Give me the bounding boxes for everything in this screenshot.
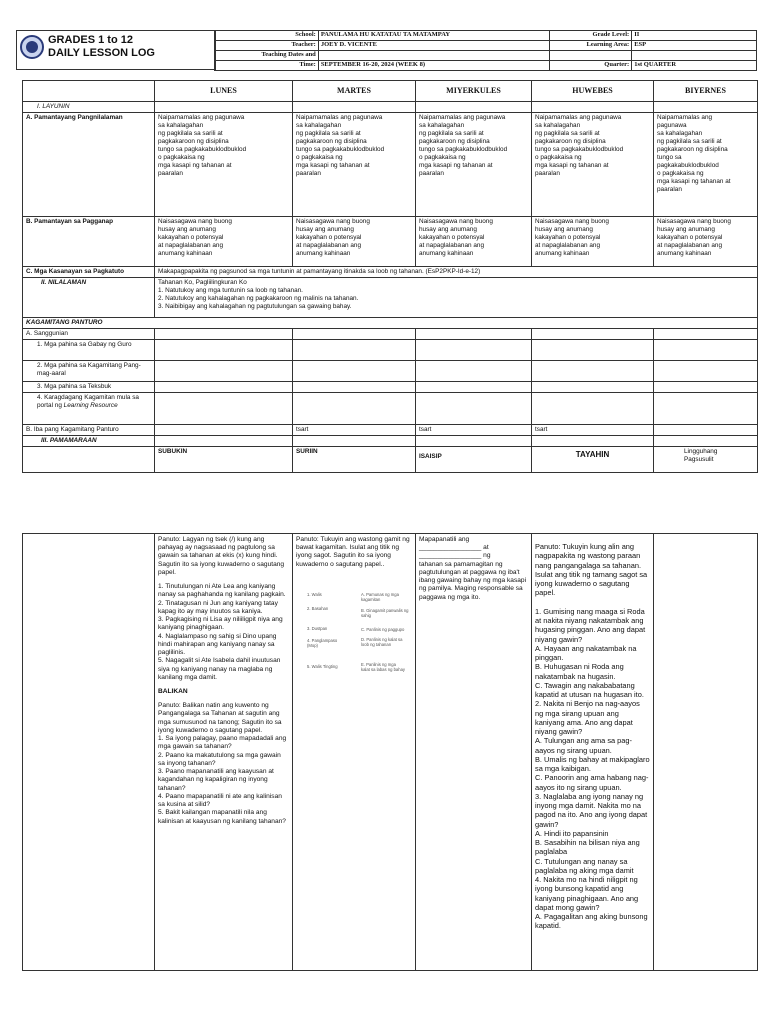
kasanayan-text: Makapagpapakita ng pagsunod sa mga tuntunin at pamantayang itinakda sa loob ng tahanan. (EsP2PKP-Id-e-12) <box>155 267 758 278</box>
time-label: Time: <box>215 61 319 71</box>
pagganap-label: B. Pamantayan sa Pagganap <box>23 217 155 267</box>
dates-label: Teaching Dates and <box>215 51 319 61</box>
quarter-label: Quarter: <box>550 61 632 71</box>
iba-pang-label: B. Iba pang Kagamitang Panturo <box>23 425 155 436</box>
day-header-miyerkules: MIYERKULES <box>416 81 532 102</box>
teacher-label: Teacher: <box>215 41 319 51</box>
pangnilalaman-biyernes: Naipamamalas ang pagunawa sa kahalagahan ng pagkilala sa sarili at pagkakaroon ng disiplina tungo sa pagkakabuklodbuklod o pagkakaisa ng mga kasapi ng tahanan at paaralan <box>654 113 758 217</box>
school-label: School: <box>215 31 319 41</box>
match-left-3: 3. Dustpan <box>307 626 328 631</box>
grade-label: Grade Level: <box>550 31 632 41</box>
lesson-log-table <box>22 80 758 473</box>
title-dll: DAILY LESSON LOG <box>48 47 155 59</box>
day-header-biyernes: BIYERNES <box>654 81 758 102</box>
quarter-value: 1st QUARTER <box>632 61 757 71</box>
quarter-empty-top <box>550 51 632 61</box>
lunes-items: 1. Tinutulungan ni Ate Lea ang kaniyang nanay sa paghahanda ng kanilang pagkain. 2. Tinatagusan ni Jun ang kaniyang tatay kapag ito ay may inuutos sa kaniya. 3. Pagkagising ni Lisa ay niliiligpit niya ang kaniyang pinaghigaan. 4. Naglalampaso ng sahig si Dino upang hindi mahirapan ang kaniyang nanay sa paglilinis. 5. Nagagalit si Ate Isabela dahil inuutusan siya ng kaniyang nanay na maglaba ng kanilang mga damit. <box>158 583 286 681</box>
school-value: PANULAMA HU KATATAU TA MATAMPAY <box>318 31 550 41</box>
day-header-martes: MARTES <box>293 81 416 102</box>
pangnilalaman-miyerkules: Naipamamalas ang pagunawa sa kahalagahan ng pagkilala sa sarili at pagkakaroon ng disiplina tungo sa pagkakabuklodbuklod o pagkakaisa ng mga kasapi ng tahanan at paaralan <box>416 113 532 217</box>
pagganap-martes: Naisasagawa nang buong husay ang anumang kakayahan o potensyal at napaglalabanan ang anumang kahinaan <box>293 217 416 267</box>
pangnilalaman-martes: Naipamamalas ang pagunawa sa kahalagahan ng pagkilala sa sarili at pagkakaroon ng disiplina tungo sa pagkakabuklodbuklod o pagkakaisa ng mga kasapi ng tahanan at paaralan <box>293 113 416 217</box>
match-left-2: 2. Basahan <box>307 606 329 611</box>
procedure-biyernes <box>654 534 758 971</box>
tayahin-text: Panuto: Tukuyin kung alin ang nagpapakita ng wastong paraan nang pangangalaga sa tahanan. Isulat ang titik ng tamang sagot sa iyong kuwaderno o sagutang papel. 1. Gumising nang maaga si Roda at nakita niyang nakatambak ang hugasing pinggan. Ano ang dapat niyang gawin? A. Hayaan ang nakatambak na pinggan. B. Huhugasan ni Roda ang nakatambak na hugasin. C. Tawagin ang nakababatang kapatid at utusan na hugasan ito. 2. Nakita ni Benjo na nag-aayos ng mga sirang upuan ang kaniyang ama. Ano ang dapat niyang gawin? A. Tulungan ang ama sa pag-aayos ng sirang upuan. B. Umalis ng bahay at makipaglaro sa mga kaibigan. C. Panoorin ang ama habang nag-aayos ito ng sirang upuan. 3. Naglalaba ang iyong nanay ng inyong mga damit. Nakita mo na pagod na ito. Ano ang iyong dapat gawin? A. Hindi ito papansinin B. Sasabihin na bilisan niya ang paglalaba C. Tutulungan ang nanay sa paglalaba ng aking mga damit 4. Nakita mo na hindi niligpit ng iyong bunsong kapatid ang kaniyang pinaghigaan. Ano ang dapat mong gawin? A. Pagagalitan ang aking bunsong kapatid. <box>535 542 650 931</box>
corner-cell <box>23 81 155 102</box>
procedure-huwebes <box>532 534 654 971</box>
match-left-5: 5. Walis Tingting <box>307 664 338 669</box>
procedure-table <box>22 533 758 971</box>
match-right-b: B. Ginagamit panwalis ng sahig <box>361 608 409 619</box>
tsart-miyerkules: tsart <box>416 425 532 436</box>
karagdagang-label: 4. Karagdagang Kagamitan mula sa portal ng Learning Resource <box>23 393 155 425</box>
pangnilalaman-label: A. Pamantayang Pangnilalaman <box>23 113 155 217</box>
teksbuk-label: 3. Mga pahina sa Teksbuk <box>23 382 155 393</box>
kagamitang-pang-label: 2. Mga pahina sa Kagamitang Pang-mag-aaral <box>23 361 155 382</box>
pangnilalaman-lunes: Naipamamalas ang pagunawa sa kahalagahan ng pagkilala sa sarili at pagkakaroon ng disiplina tungo sa pagkakabuklodbuklod o pagkakaisa ng mga kasapi ng tahanan at paaralan <box>155 113 293 217</box>
match-left-4: 4. Panglampaso (Mop) <box>307 638 338 649</box>
pamamaraan-label: III. PAMAMARAAN <box>23 436 155 447</box>
isaisip-text: Mapapanatili ang _________________ at _________________ ng tahanan sa pamamagitan ng pagtutulungan at paggawa ng iba't ibang gawaing bahay ng mga kasapi ng pamilya. Maging responsable sa paggawa ng mga ito. <box>419 536 527 601</box>
procedure-label-cell <box>23 534 155 971</box>
subukin-label: SUBUKIN <box>155 447 293 473</box>
balikan-heading: BALIKAN <box>158 687 188 695</box>
quarter-empty-top2 <box>632 51 757 61</box>
area-value: ESP <box>632 41 757 51</box>
suriin-label: SURIIN <box>293 447 416 473</box>
match-right-e: E. Panlinis ng mga kalat sa labas ng bahay <box>361 662 405 673</box>
match-right-a: A. Pamunas ng mga kagamitan <box>361 592 399 603</box>
nilalaman-label: II. NILALAMAN <box>23 278 155 318</box>
kasanayan-label: C. Mga Kasanayan sa Pagkatuto <box>23 267 155 278</box>
day-header-lunes: LUNES <box>155 81 293 102</box>
match-left-1: 1. Walis <box>307 592 322 597</box>
dates-value: SEPTEMBER 16-20, 2024 (WEEK 8) <box>318 61 550 71</box>
procedure-lunes <box>155 534 293 971</box>
tsart-huwebes: tsart <box>532 425 654 436</box>
lunes-panuto: Panuto: Lagyan ng tsek (/) kung ang pahayag ay nagsasaad ng pagtulong sa gawain sa tahanan at ekis (x) kung hindi. Sagutin ito sa iyong kuwaderno o sagutang papel. <box>158 536 285 576</box>
pagganap-miyerkules: Naisasagawa nang buong husay ang anumang kakayahan o potensyal at napaglalabanan ang anumang kahinaan <box>416 217 532 267</box>
area-label: Learning Area: <box>550 41 632 51</box>
isaisip-label: ISAISIP <box>416 447 532 473</box>
procedure-miyerkules <box>416 534 532 971</box>
pagganap-lunes: Naisasagawa nang buong husay ang anumang kakayahan o potensyal at napaglalabanan ang anumang kahinaan <box>155 217 293 267</box>
nilalaman-text: Tahanan Ko, Pagliilingkuran Ko 1. Natutukoy ang mga tuntunin sa loob ng tahanan. 2. Natutukoy ang kahalagahan ng pagkakaroon ng malinis na tahanan. 3. Naibibigay ang kahalagahan ng pagtutulungan sa gawaing bahay. <box>155 278 758 318</box>
day-header-huwebes: HUWEBES <box>532 81 654 102</box>
grade-value: II <box>632 31 757 41</box>
sanggunian-label: A. Sanggunian <box>23 329 155 340</box>
pagganap-huwebes: Naisasagawa nang buong husay ang anumang kakayahan o potensyal at napaglalabanan ang anumang kahinaan <box>532 217 654 267</box>
match-right-c: C. Panlinis ng paggupo <box>361 627 405 632</box>
pagganap-biyernes: Naisasagawa nang buong husay ang anumang kakayahan o potensyal at napaglalabanan ang anumang kahinaan <box>654 217 758 267</box>
kagamitan-label: KAGAMITANG PANTURO <box>23 318 758 329</box>
lingguhang-label: Lingguhang Pagsusulit <box>654 447 758 473</box>
pangnilalaman-huwebes: Naipamamalas ang pagunawa sa kahalagahan ng pagkilala sa sarili at pagkakaroon ng disiplina tungo sa pagkakabuklodbuklod o pagkakaisa ng mga kasapi ng tahanan at paaralan <box>532 113 654 217</box>
header-info-table <box>214 30 757 71</box>
teacher-value: JOEY D. VICENTE <box>318 41 550 51</box>
title-grades: GRADES 1 to 12 <box>48 34 133 46</box>
martes-panuto: Panuto: Tukuyin ang wastong gamit ng bawat kagamitan. Isulat ang titik ng iyong sagot. Sagutin ito sa iyong kuwaderno o sagutang papel.. <box>296 536 410 568</box>
layunin-label: I. LAYUNIN <box>23 102 155 113</box>
match-right-d: D. Panlinis ng kalat sa loob ng tahanan <box>361 637 403 648</box>
deped-seal-center <box>26 41 38 53</box>
tsart-martes: tsart <box>293 425 416 436</box>
gabay-label: 1. Mga pahina sa Gabay ng Guro <box>23 340 155 361</box>
procedure-martes <box>293 534 416 971</box>
dates-empty <box>318 51 550 61</box>
balikan-text: Panuto: Balikan natin ang kuwento ng Pangangalaga sa Tahanan at sagutin ang mga sumusunod na tanong; Sagutin ito sa iyong kuwaderno o sagutang papel. 1. Sa iyong palagay, paano mapadadali ang mga gawain sa tahanan? 2. Paano ka makatutulong sa mga gawain sa inyong tahanan? 3. Paano mapananatili ang kaayusan at kagandahan ng kapaligiran ng inyong tahanan? 4. Paano mapapanatili ni ate ang kalinisan sa kusina at silid? 5. Bakit kailangan mapanatili nila ang kalinisan at kaayusan ng kanilang tahanan? <box>158 702 287 825</box>
tayahin-label: TAYAHIN <box>532 447 654 473</box>
